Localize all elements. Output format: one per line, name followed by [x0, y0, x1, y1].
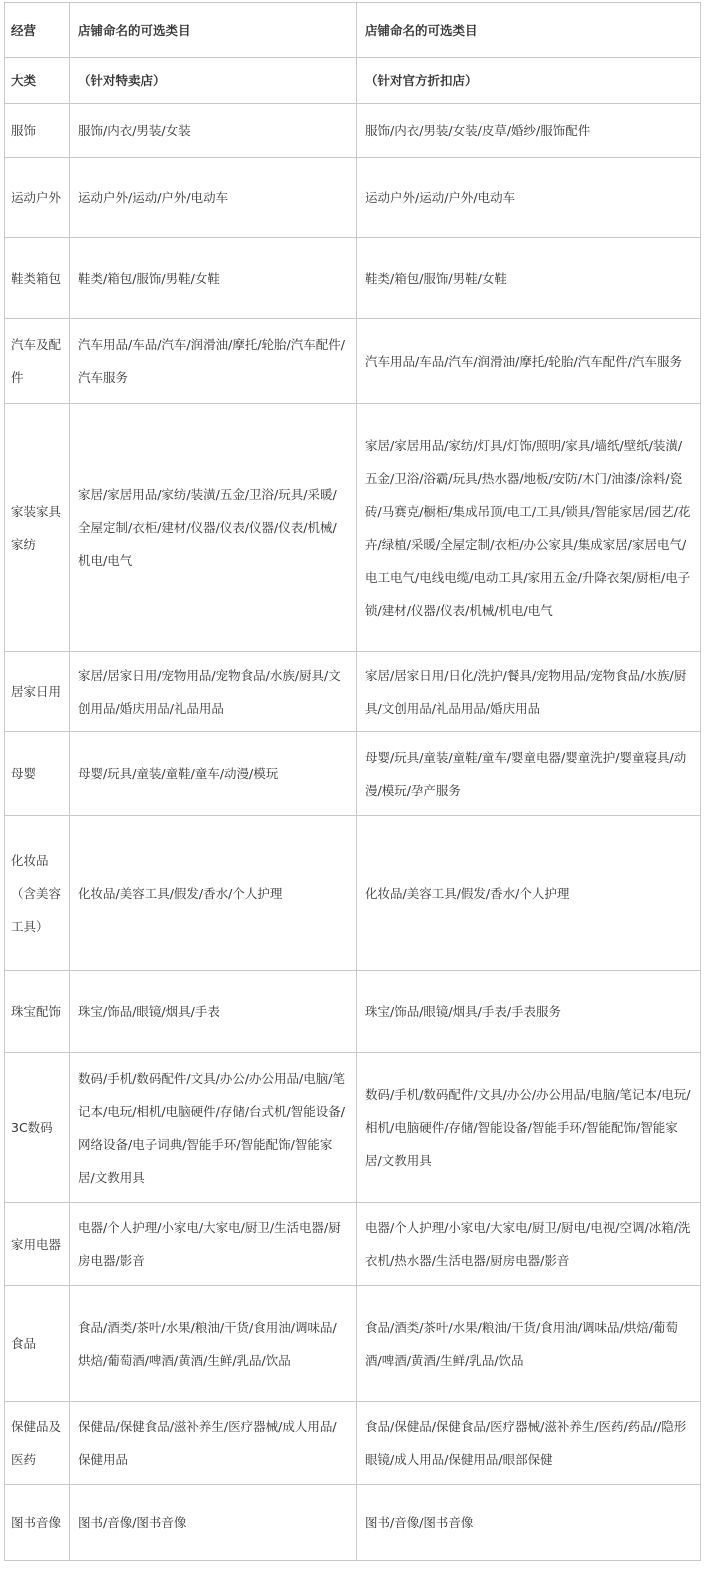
table-row: [5, 104, 701, 158]
header-cell: （针对特卖店）: [70, 58, 357, 104]
category-cell: 珠宝配饰: [5, 971, 70, 1053]
category-cell: 保健品及医药: [5, 1402, 70, 1485]
special-store-cell: 电器/个人护理/小家电/大家电/厨卫/生活电器/厨房电器/影音: [70, 1203, 357, 1286]
table-row: [5, 1203, 701, 1286]
special-store-cell: 食品/酒类/茶叶/水果/粮油/干货/食用油/调味品/烘焙/葡萄酒/啤酒/黄酒/生鲜/乳品/饮品: [70, 1286, 357, 1402]
table-row: [5, 1286, 701, 1402]
official-store-cell: 数码/手机/数码配件/文具/办公/办公用品/电脑/笔记本/电玩/相机/电脑硬件/存储/智能设备/智能手环/智能配饰/智能家居/文教用具: [357, 1053, 701, 1203]
category-cell: 化妆品（含美容工具）: [5, 816, 70, 971]
special-store-cell: 家居/家居用品/家纺/装潢/五金/卫浴/玩具/采暖/全屋定制/衣柜/建材/仪器/仪表/仪器/仪表/机械/机电/电气: [70, 404, 357, 652]
category-cell: 汽车及配件: [5, 319, 70, 404]
official-store-cell: 鞋类/箱包/服饰/男鞋/女鞋: [357, 238, 701, 319]
special-store-cell: 家居/居家日用/宠物用品/宠物食品/水族/厨具/文创用品/婚庆用品/礼品用品: [70, 652, 357, 732]
special-store-cell: 保健品/保健食品/滋补养生/医疗器械/成人用品/保健用品: [70, 1402, 357, 1485]
category-cell: 母婴: [5, 732, 70, 816]
table-row: [5, 971, 701, 1053]
official-store-cell: 化妆品/美容工具/假发/香水/个人护理: [357, 816, 701, 971]
table-row: [5, 1053, 701, 1203]
official-store-cell: 汽车用品/车品/汽车/润滑油/摩托/轮胎/汽车配件/汽车服务: [357, 319, 701, 404]
official-store-cell: 电器/个人护理/小家电/大家电/厨卫/厨电/电视/空调/冰箱/洗衣机/热水器/生活电器/厨房电器/影音: [357, 1203, 701, 1286]
special-store-cell: 母婴/玩具/童装/童鞋/童车/动漫/模玩: [70, 732, 357, 816]
official-store-cell: 家居/居家日用/日化/洗护/餐具/宠物用品/宠物食品/水族/厨具/文创用品/礼品用品/婚庆用品: [357, 652, 701, 732]
official-store-cell: 运动户外/运动/户外/电动车: [357, 158, 701, 238]
category-cell: 食品: [5, 1286, 70, 1402]
category-cell: 鞋类箱包: [5, 238, 70, 319]
special-store-cell: 汽车用品/车品/汽车/润滑油/摩托/轮胎/汽车配件/汽车服务: [70, 319, 357, 404]
table-row: [5, 1485, 701, 1561]
special-store-cell: 图书/音像/图书音像: [70, 1485, 357, 1561]
header-row: [5, 58, 701, 104]
header-cell: 店铺命名的可选类目: [70, 3, 357, 58]
special-store-cell: 数码/手机/数码配件/文具/办公/办公用品/电脑/笔记本/电玩/相机/电脑硬件/存储/台式机/智能设备/网络设备/电子词典/智能手环/智能配饰/智能家居/文教用具: [70, 1053, 357, 1203]
table-row: [5, 732, 701, 816]
special-store-cell: 服饰/内衣/男装/女装: [70, 104, 357, 158]
special-store-cell: 运动户外/运动/户外/电动车: [70, 158, 357, 238]
official-store-cell: 图书/音像/图书音像: [357, 1485, 701, 1561]
table-row: [5, 319, 701, 404]
table-row: [5, 652, 701, 732]
category-cell: 运动户外: [5, 158, 70, 238]
header-row: [5, 3, 701, 58]
table-row: [5, 816, 701, 971]
table-row: [5, 1402, 701, 1485]
header-cell: 店铺命名的可选类目: [357, 3, 701, 58]
official-store-cell: 家居/家居用品/家纺/灯具/灯饰/照明/家具/墙纸/壁纸/装潢/五金/卫浴/浴霸/玩具/热水器/地板/安防/木门/油漆/涂料/瓷砖/马赛克/橱柜/集成吊顶/电工/工具/锁具/智能家居/园艺/花卉/绿植/采暖/全屋定制/衣柜/办公家具/集成家居/家居电气/电工电气/电线电缆/电动工具/家用五金/升降衣架/厨柜/电子锁/建材/仪器/仪表/机械/机电/电气: [357, 404, 701, 652]
header-cell: 经营: [5, 3, 70, 58]
header-cell: 大类: [5, 58, 70, 104]
category-cell: 居家日用: [5, 652, 70, 732]
official-store-cell: 服饰/内衣/男装/女装/皮草/婚纱/服饰配件: [357, 104, 701, 158]
category-cell: 3C数码: [5, 1053, 70, 1203]
category-cell: 服饰: [5, 104, 70, 158]
table-row: [5, 238, 701, 319]
special-store-cell: 珠宝/饰品/眼镜/烟具/手表: [70, 971, 357, 1053]
category-cell: 家用电器: [5, 1203, 70, 1286]
table-row: [5, 404, 701, 652]
table-row: [5, 158, 701, 238]
special-store-cell: 化妆品/美容工具/假发/香水/个人护理: [70, 816, 357, 971]
category-cell: 家装家具家纺: [5, 404, 70, 652]
official-store-cell: 母婴/玩具/童装/童鞋/童车/婴童电器/婴童洗护/婴童寝具/动漫/模玩/孕产服务: [357, 732, 701, 816]
special-store-cell: 鞋类/箱包/服饰/男鞋/女鞋: [70, 238, 357, 319]
official-store-cell: 食品/保健品/保健食品/医疗器械/滋补养生/医药/药品//隐形眼镜/成人用品/保健用品/眼部保健: [357, 1402, 701, 1485]
header-cell: （针对官方折扣店）: [357, 58, 701, 104]
category-table: [4, 2, 701, 1561]
category-cell: 图书音像: [5, 1485, 70, 1561]
official-store-cell: 食品/酒类/茶叶/水果/粮油/干货/食用油/调味品/烘焙/葡萄酒/啤酒/黄酒/生鲜/乳品/饮品: [357, 1286, 701, 1402]
official-store-cell: 珠宝/饰品/眼镜/烟具/手表/手表服务: [357, 971, 701, 1053]
